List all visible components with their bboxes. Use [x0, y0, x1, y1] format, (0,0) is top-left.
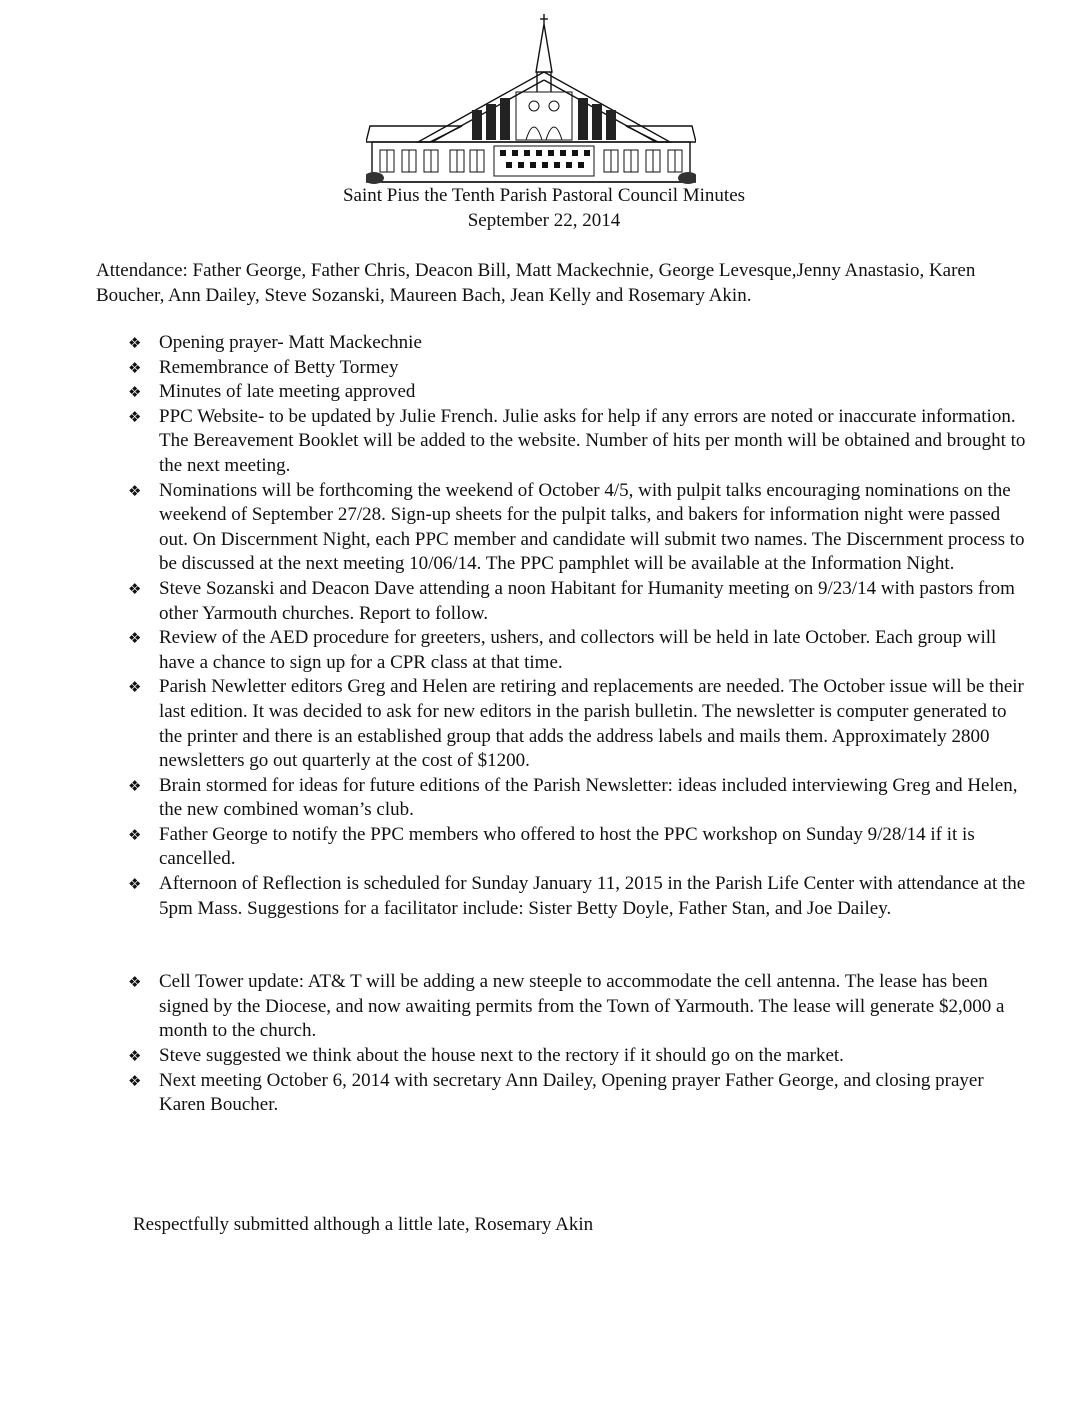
- diamond-bullet-icon: ❖: [128, 407, 142, 426]
- diamond-bullet-icon: ❖: [128, 358, 142, 377]
- signoff-line: Respectfully submitted although a little late, Rosemary Akin: [133, 1214, 594, 1235]
- minutes-list: [128, 331, 1033, 1118]
- list-item-text: Steve Sozanski and Deacon Dave attending a noon Habitant for Humanity meeting on 9/23/14 with pastors from other Yarmouth churches. Report to follow.: [159, 577, 1015, 624]
- attendance-paragraph: Attendance: Father George, Father Chris, Deacon Bill, Matt Mackechnie, George Levesque,Jenny Anastasio, Karen Boucher, Ann Dailey, Steve Sozanski, Maureen Bach, Jean Kelly and Rosemary Akin.: [96, 260, 976, 306]
- diamond-bullet-icon: ❖: [128, 678, 142, 697]
- list-item-text: Opening prayer- Matt Mackechnie: [159, 332, 422, 353]
- document-date: September 22, 2014: [467, 210, 621, 231]
- diamond-bullet-icon: ❖: [128, 825, 142, 844]
- list-item-text: Minutes of late meeting approved: [159, 381, 416, 403]
- list-item-text: PPC Website- to be updated by Julie French. Julie asks for help if any errors are noted or inaccurate information. The Bereavement Booklet will be added to the website. Number of hits per month will be obtained and brought to the next meeting.: [159, 405, 1026, 476]
- list-item-text: Next meeting October 6, 2014 with secretary Ann Dailey, Opening prayer Father George, and closing prayer Karen Boucher.: [159, 1069, 984, 1116]
- diamond-bullet-icon: ❖: [128, 776, 142, 795]
- list-item-text: Cell Tower update: AT& T will be adding a new steeple to accommodate the cell antenna. The lease has been signed by the Diocese, and now awaiting permits from the Town of Yarmouth. The lease will generate $2,000 a month to the church.: [159, 971, 1005, 1042]
- list-item-text: Brain stormed for ideas for future editions of the Parish Newsletter: ideas included interviewing Greg and Helen, the new combined woman’s club.: [159, 774, 1018, 821]
- list-item: [128, 626, 1033, 675]
- list-item: [128, 1044, 1033, 1069]
- list-item-text: Steve suggested we think about the house next to the rectory if it should go on the market.: [159, 1045, 844, 1067]
- list-item: [128, 405, 1033, 479]
- document-title: Saint Pius the Tenth Parish Pastoral Council Minutes: [342, 185, 746, 206]
- list-item-text: Father George to notify the PPC members who offered to host the PPC workshop on Sunday 9/28/14 if it is cancelled.: [159, 823, 975, 870]
- diamond-bullet-icon: ❖: [128, 579, 142, 598]
- list-item: [128, 479, 1033, 577]
- diamond-bullet-icon: ❖: [128, 875, 142, 894]
- list-item: [128, 356, 1033, 381]
- diamond-bullet-icon: ❖: [128, 1071, 142, 1090]
- list-item: [128, 331, 1033, 356]
- diamond-bullet-icon: ❖: [128, 629, 142, 648]
- list-item-text: Review of the AED procedure for greeters, ushers, and collectors will be held in late October. Each group will have a chance to sign up for a CPR class at that time.: [159, 627, 997, 673]
- list-item-text: Afternoon of Reflection is scheduled for Sunday January 11, 2015 in the Parish Life Center with attendance at the 5pm Mass. Suggestions for a facilitator include: Sister Betty Doyle, Father Stan, and Joe Dailey.: [159, 873, 1026, 919]
- list-item-text: Remembrance of Betty Tormey: [159, 356, 399, 378]
- diamond-bullet-icon: ❖: [128, 334, 142, 352]
- diamond-bullet-icon: ❖: [128, 973, 142, 992]
- list-item: [128, 872, 1033, 921]
- list-item-text: Nominations will be forthcoming the weekend of October 4/5, with pulpit talks encouraging nominations on the weekend of September 27/28. Sign-up sheets for the pulpit talks, and bakers for information night were passed out. On Discernment Night, each PPC member and candidate will submit two names. The Discernment process to be discussed at the next meeting 10/06/14. The PPC pamphlet will be available at the Information Night.: [159, 479, 1025, 575]
- list-item: [128, 823, 1033, 872]
- diamond-bullet-icon: ❖: [128, 383, 142, 402]
- list-item: [128, 380, 1033, 405]
- list-item: [128, 675, 1033, 773]
- list-item: [128, 1069, 1033, 1118]
- diamond-bullet-icon: ❖: [128, 1047, 142, 1066]
- church-building-icon: [366, 14, 696, 186]
- list-item: [128, 577, 1033, 626]
- list-item-text: Parish Newletter editors Greg and Helen are retiring and replacements are needed. The October issue will be their last edition. It was decided to ask for new editors in the parish bulletin. The newsletter is computer generated to the printer and there is an established group that adds the address labels and mails them. Approximately 2800 newsletters go out quarterly at the cost of $1200.: [159, 676, 1024, 772]
- list-item: [128, 774, 1033, 823]
- document-header: [0, 183, 1088, 233]
- diamond-bullet-icon: ❖: [128, 481, 142, 500]
- list-item: [128, 970, 1033, 1044]
